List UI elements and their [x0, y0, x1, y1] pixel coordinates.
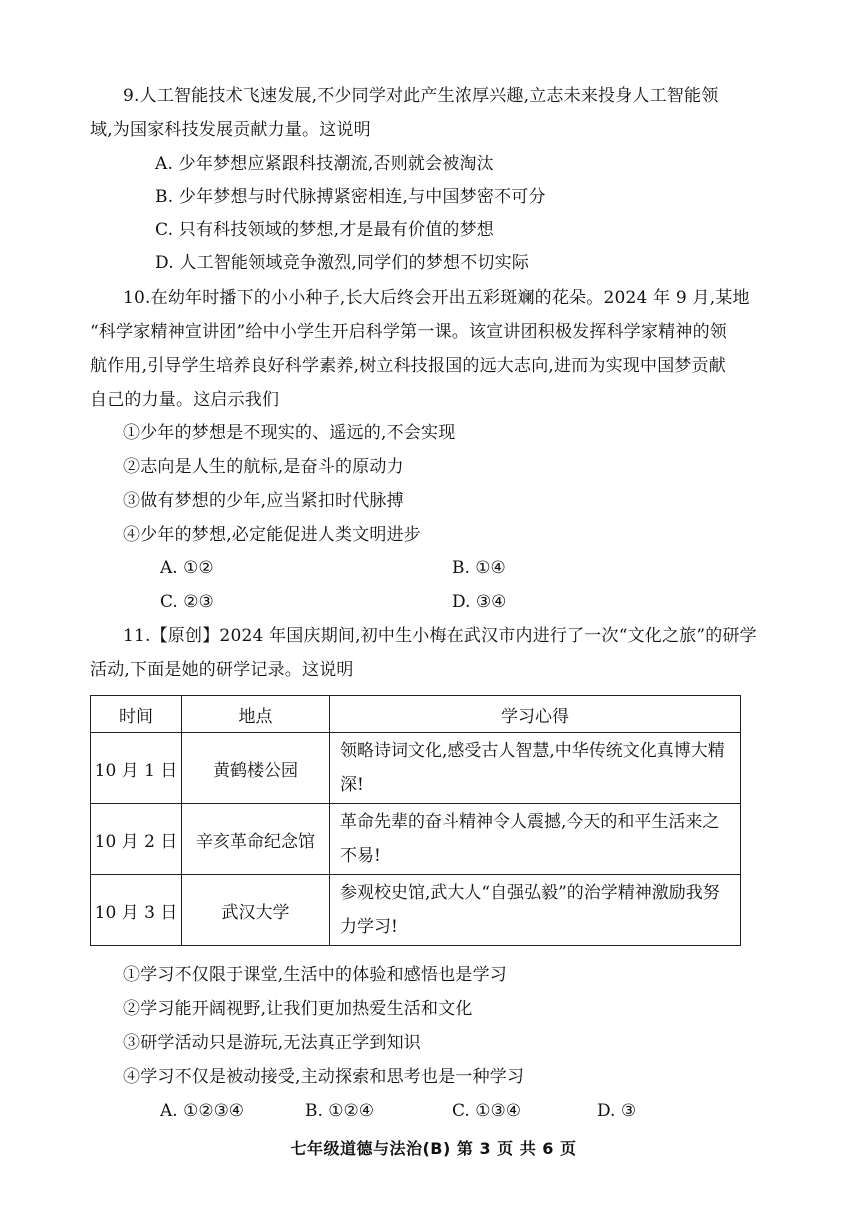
- table-header-place: 地点: [182, 696, 330, 733]
- table-cell-place: 武汉大学: [182, 875, 330, 946]
- q10-stem-line-3: 航作用,引导学生培养良好科学素养,树立科技报国的远大志向,进而为实现中国梦贡献: [90, 356, 727, 376]
- q11-choice-b: B. ①②④: [305, 1101, 375, 1121]
- table-cell-notes: 参观校史馆,武大人“自强弘毅”的治学精神激励我努力学习!: [330, 875, 741, 946]
- q10-choice-b: B. ①④: [452, 558, 506, 578]
- q11-statement-3: ③研学活动只是游玩,无法真正学到知识: [123, 1033, 422, 1053]
- table-header-time: 时间: [91, 696, 182, 733]
- table-cell-notes: 领略诗词文化,感受古人智慧,中华传统文化真博大精深!: [330, 733, 741, 804]
- table-row: [91, 804, 741, 875]
- q9-stem-line-2: 域,为国家科技发展贡献力量。这说明: [90, 120, 371, 140]
- q11-statement-1: ①学习不仅限于课堂,生活中的体验和感悟也是学习: [123, 965, 508, 985]
- q10-stem-line-2: “科学家精神宣讲团”给中小学生开启科学第一课。该宣讲团积极发挥科学家精神的领: [90, 322, 727, 342]
- q10-choice-a: A. ①②: [160, 558, 214, 578]
- q10-statement-2: ②志向是人生的航标,是奋斗的原动力: [123, 457, 404, 477]
- page-footer: 七年级道德与法治(B) 第 3 页 共 6 页: [290, 1139, 577, 1158]
- q9-option-b: B. 少年梦想与时代脉搏紧密相连,与中国梦密不可分: [155, 187, 546, 207]
- q10-choice-c: C. ②③: [160, 592, 214, 612]
- table-cell-date: 10 月 1 日: [91, 733, 182, 804]
- q10-choice-d: D. ③④: [452, 592, 507, 612]
- q9-option-c: C. 只有科技领域的梦想,才是最有价值的梦想: [155, 220, 495, 240]
- q11-statement-4: ④学习不仅是被动接受,主动探索和思考也是一种学习: [123, 1067, 525, 1087]
- q11-statement-2: ②学习能开阔视野,让我们更加热爱生活和文化: [123, 999, 473, 1019]
- q10-statement-3: ③做有梦想的少年,应当紧扣时代脉搏: [123, 491, 404, 511]
- table-row: [91, 733, 741, 804]
- q11-choice-d: D. ③: [597, 1101, 637, 1121]
- q10-stem-line-1: 10.在幼年时播下的小小种子,长大后终会开出五彩斑斓的花朵。2024 年 9 月,某地: [123, 288, 750, 308]
- table-header-row: [91, 696, 741, 733]
- table-cell-date: 10 月 2 日: [91, 804, 182, 875]
- table-header-notes: 学习心得: [330, 696, 741, 733]
- q11-stem-line-1: 11.【原创】2024 年国庆期间,初中生小梅在武汉市内进行了一次“文化之旅”的研学: [123, 626, 757, 646]
- table-cell-place: 辛亥革命纪念馆: [182, 804, 330, 875]
- q9-stem-line-1: 9.人工智能技术飞速发展,不少同学对此产生浓厚兴趣,立志未来投身人工智能领: [123, 86, 719, 106]
- q11-choice-a: A. ①②③④: [160, 1101, 245, 1121]
- q10-statement-1: ①少年的梦想是不现实的、遥远的,不会实现: [123, 423, 456, 443]
- q9-option-a: A. 少年梦想应紧跟科技潮流,否则就会被淘汰: [155, 154, 494, 174]
- table-cell-date: 10 月 3 日: [91, 875, 182, 946]
- q9-option-d: D. 人工智能领域竞争激烈,同学们的梦想不切实际: [155, 253, 530, 273]
- q10-stem-line-4: 自己的力量。这启示我们: [90, 390, 280, 410]
- study-record-table: [90, 695, 741, 946]
- table-cell-notes: 革命先辈的奋斗精神令人震撼,今天的和平生活来之不易!: [330, 804, 741, 875]
- q11-stem-line-2: 活动,下面是她的研学记录。这说明: [90, 660, 354, 680]
- table-cell-place: 黄鹤楼公园: [182, 733, 330, 804]
- table-row: [91, 875, 741, 946]
- q11-choice-c: C. ①③④: [452, 1101, 521, 1121]
- q10-statement-4: ④少年的梦想,必定能促进人类文明进步: [123, 525, 422, 545]
